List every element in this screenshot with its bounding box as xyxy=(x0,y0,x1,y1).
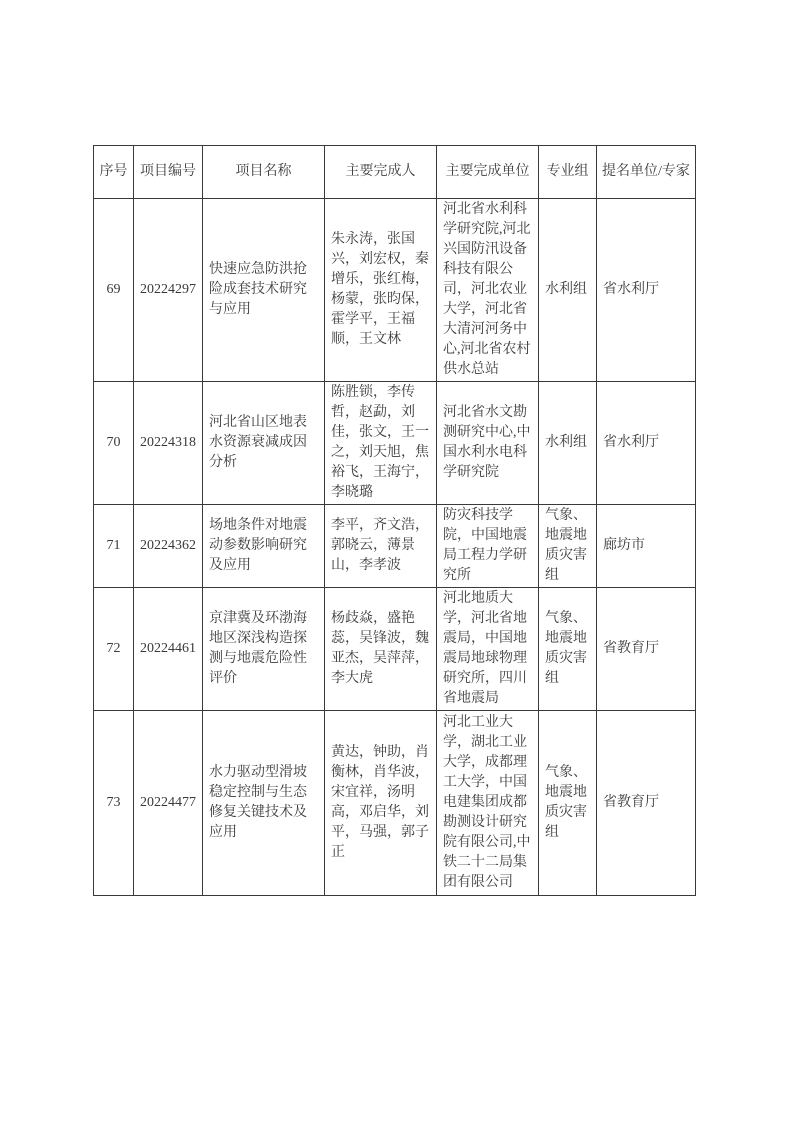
cell-seq: 70 xyxy=(94,382,134,505)
cell-units: 河北工业大学，湖北工业大学，成都理工大学，中国电建集团成都勘测设计研究院有限公司,中铁二十二局集团有限公司 xyxy=(437,711,539,896)
cell-nominator: 省教育厅 xyxy=(597,711,696,896)
cell-specialty-group: 气象、地震地质灾害组 xyxy=(539,505,597,588)
header-project-code: 项目编号 xyxy=(134,146,203,199)
cell-project-name: 场地条件对地震动参数影响研究及应用 xyxy=(203,505,325,588)
cell-specialty-group: 气象、地震地质灾害组 xyxy=(539,711,597,896)
cell-seq: 72 xyxy=(94,588,134,711)
table-row xyxy=(94,505,696,588)
cell-project-code: 20224318 xyxy=(134,382,203,505)
header-project-name: 项目名称 xyxy=(203,146,325,199)
cell-units: 河北地质大学，河北省地震局，中国地震局地球物理研究所，四川省地震局 xyxy=(437,588,539,711)
header-seq: 序号 xyxy=(94,146,134,199)
cell-nominator: 省水利厅 xyxy=(597,199,696,382)
cell-project-name: 快速应急防洪抢险成套技术研究与应用 xyxy=(203,199,325,382)
cell-nominator: 省水利厅 xyxy=(597,382,696,505)
cell-seq: 69 xyxy=(94,199,134,382)
cell-seq: 71 xyxy=(94,505,134,588)
cell-contributors: 朱永涛，张国兴，刘宏权，秦增乐，张红梅，杨蒙，张昀保，霍学平，王福顺，王文林 xyxy=(325,199,437,382)
header-specialty-group: 专业组 xyxy=(539,146,597,199)
cell-nominator: 省教育厅 xyxy=(597,588,696,711)
cell-nominator: 廊坊市 xyxy=(597,505,696,588)
cell-units: 河北省水利科学研究院,河北兴国防汛设备科技有限公司，河北农业大学，河北省大清河河务中心,河北省农村供水总站 xyxy=(437,199,539,382)
cell-project-name: 河北省山区地表水资源衰减成因分析 xyxy=(203,382,325,505)
cell-units: 防灾科技学院，中国地震局工程力学研究所 xyxy=(437,505,539,588)
header-units: 主要完成单位 xyxy=(437,146,539,199)
cell-specialty-group: 气象、地震地质灾害组 xyxy=(539,588,597,711)
table-row xyxy=(94,711,696,896)
cell-specialty-group: 水利组 xyxy=(539,382,597,505)
table-row xyxy=(94,382,696,505)
header-nominator: 提名单位/专家 xyxy=(597,146,696,199)
header-contributors: 主要完成人 xyxy=(325,146,437,199)
cell-contributors: 陈胜锁，李传哲，赵勐，刘佳，张文，王一之，刘天旭，焦裕飞，王海宁，李晓璐 xyxy=(325,382,437,505)
cell-specialty-group: 水利组 xyxy=(539,199,597,382)
cell-project-code: 20224297 xyxy=(134,199,203,382)
cell-project-name: 水力驱动型滑坡稳定控制与生态修复关键技术及应用 xyxy=(203,711,325,896)
cell-project-code: 20224461 xyxy=(134,588,203,711)
cell-seq: 73 xyxy=(94,711,134,896)
cell-project-code: 20224362 xyxy=(134,505,203,588)
cell-contributors: 黄达，钟助，肖衡林，肖华波，宋宜祥，汤明高，邓启华，刘平，马强，郭子正 xyxy=(325,711,437,896)
cell-project-name: 京津冀及环渤海地区深浅构造探测与地震危险性评价 xyxy=(203,588,325,711)
cell-project-code: 20224477 xyxy=(134,711,203,896)
cell-units: 河北省水文勘测研究中心,中国水利水电科学研究院 xyxy=(437,382,539,505)
table-header-row xyxy=(94,146,696,199)
cell-contributors: 杨歧焱，盛艳蕊，吴锋波，魏亚杰，吴萍萍，李大虎 xyxy=(325,588,437,711)
table-row xyxy=(94,199,696,382)
table-row xyxy=(94,588,696,711)
project-award-table xyxy=(93,145,696,896)
cell-contributors: 李平，齐文浩，郭晓云，薄景山，李孝波 xyxy=(325,505,437,588)
